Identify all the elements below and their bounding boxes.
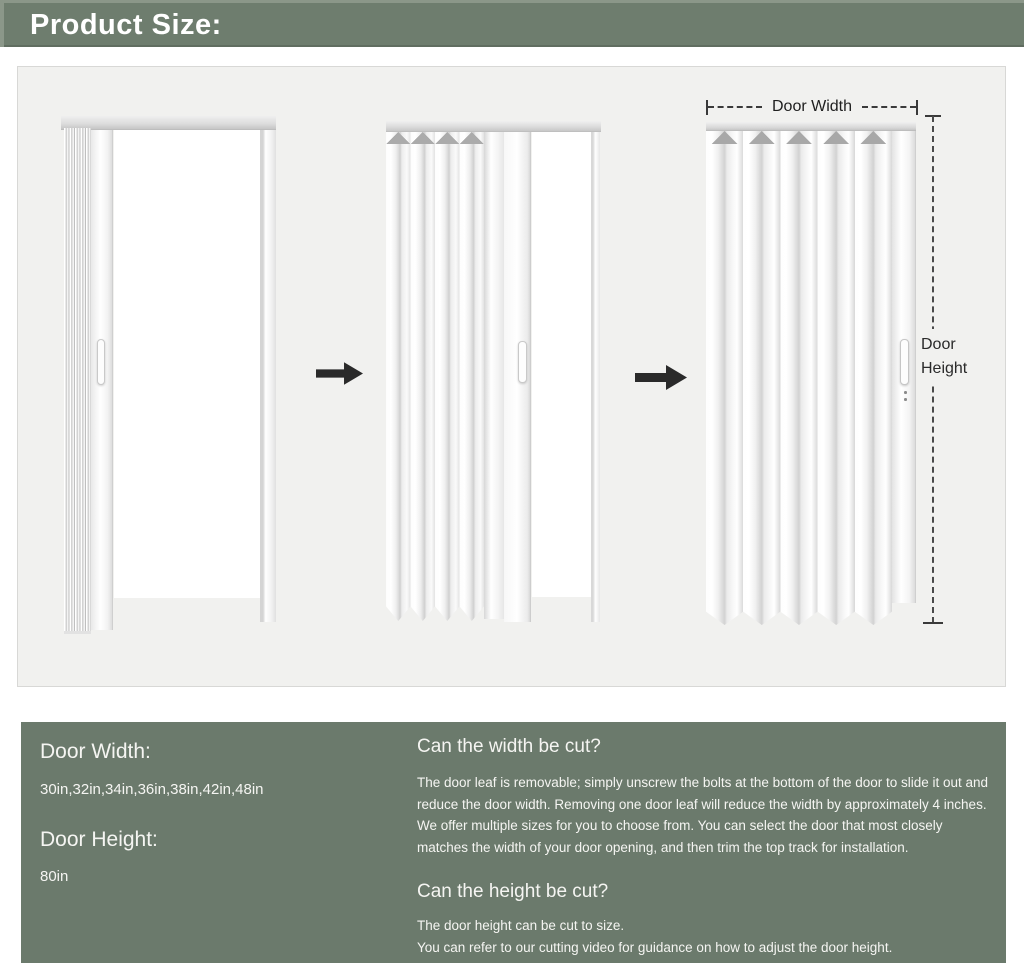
size-summary-column [40,722,400,885]
header-bar [0,0,1024,47]
door1-handle [97,339,105,385]
size-info-section [21,722,1006,963]
arrow-right-icon [635,362,687,393]
dimension-tick [916,100,918,115]
page-title: Product Size: [30,8,222,41]
dimension-tick [923,622,943,624]
product-size-illustration-panel [17,66,1006,687]
door-width-dimension-label: Door Width [771,98,853,115]
door-height-label: Door Height: [40,828,158,851]
door1-opening [114,130,260,598]
arrow-right-icon [316,358,363,389]
door2-pleated-panels [386,132,484,621]
door-width-dimension [706,98,918,116]
faq-column [417,722,989,958]
door-height-values: 80in [40,868,69,885]
door2-pleat-notches [386,132,484,144]
dimension-dash-line [708,106,762,108]
door3-handle [900,339,909,385]
door2-handle [518,341,527,383]
door2-right-jamb [591,132,600,622]
faq-height-question: Can the height be cut? [417,881,609,902]
door2-opening [532,132,591,597]
door2-top-track [386,121,601,132]
faq-width-answer-1: The door leaf is removable; simply unscrew the bolts at the bottom of the door to slide it out and reduce the door width. Removing one door leaf will reduce the width by approximately 4 inches. [417,775,989,812]
door1-top-track [61,116,276,130]
door3-pleat-notches [706,131,892,144]
door3-top-track [706,122,916,131]
dimension-dash-line [862,106,916,108]
door2-opening-fold [484,132,504,619]
faq-height-answer-2: You can refer to our cutting video for guidance on how to adjust the door height. [417,939,893,955]
door3-pleated-panels [706,131,892,625]
door3-handle-screws [902,391,908,401]
door1-right-jamb [260,130,276,622]
faq-height-answer-1: The door height can be cut to size. [417,918,625,933]
faq-width-question: Can the width be cut? [417,736,601,757]
door-width-values: 30in,32in,34in,36in,38in,42in,48in [40,781,264,798]
door1-folded-panels [64,128,91,634]
door-height-dimension-label: Door Height [919,329,975,385]
faq-width-answer-2: We offer multiple sizes for you to choose from. You can select the door that most closely matches the width of your door opening, and then trim the top track for installation. [417,818,943,855]
door-width-label: Door Width: [40,740,151,763]
